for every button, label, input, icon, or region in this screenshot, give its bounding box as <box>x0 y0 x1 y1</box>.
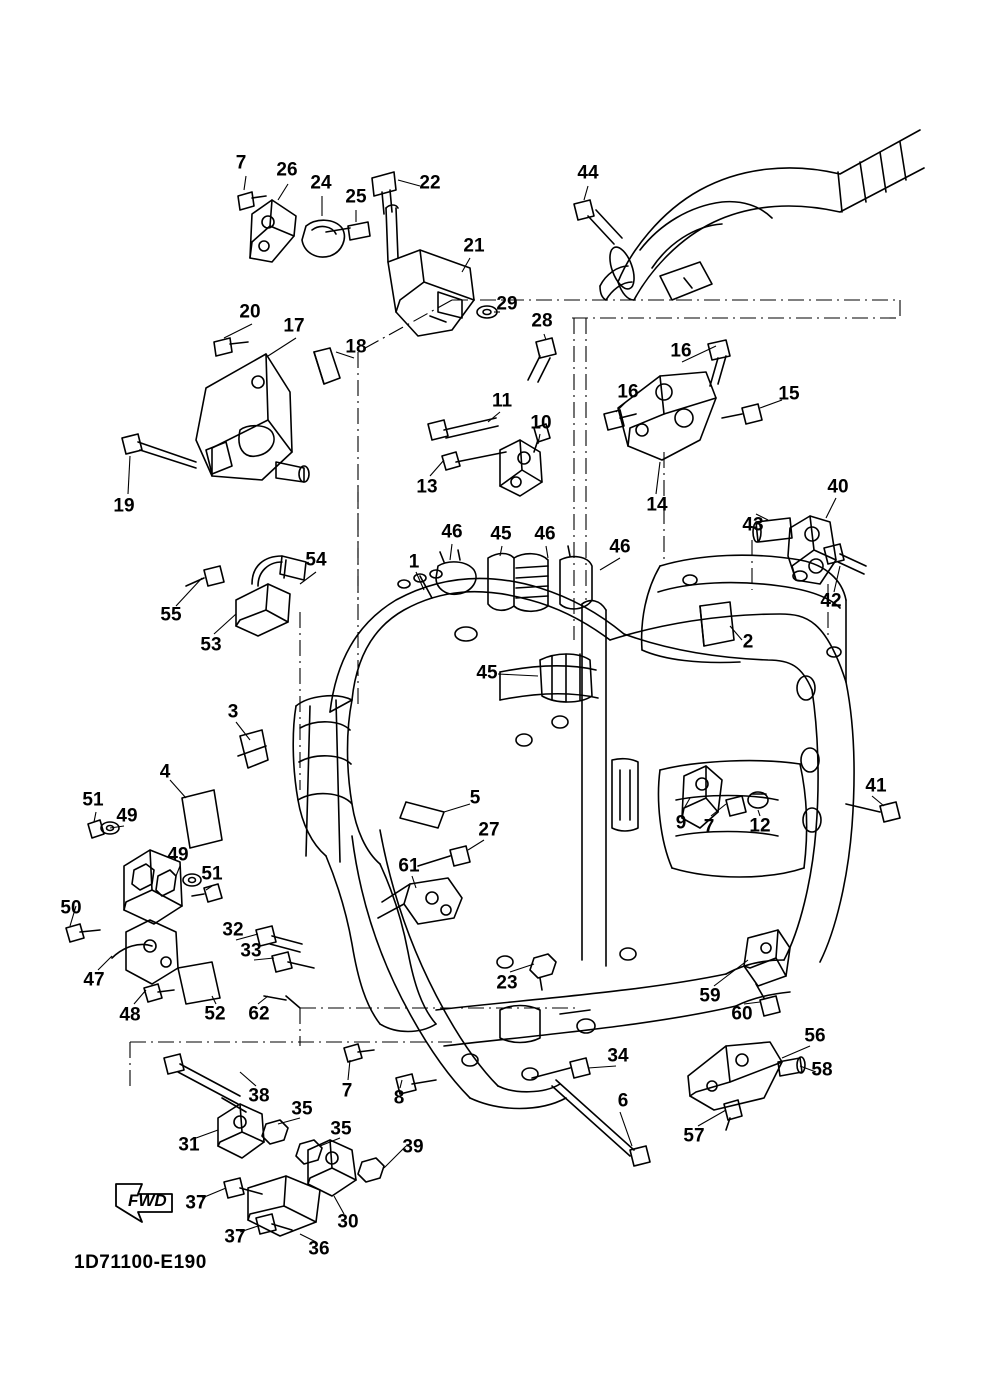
callout-number: 36 <box>308 1238 330 1260</box>
callout-number: 62 <box>248 1003 270 1025</box>
callout-number: 13 <box>416 476 438 498</box>
callout-number: 57 <box>683 1125 705 1147</box>
callout-number: 14 <box>646 494 668 516</box>
callout-number: 43 <box>742 514 764 536</box>
callout-number: 11 <box>491 390 513 412</box>
callout-number: 60 <box>731 1003 753 1025</box>
callout-number: 25 <box>345 186 367 208</box>
callout-number: 38 <box>248 1085 270 1107</box>
callout-number: 41 <box>865 775 887 797</box>
callout-number: 46 <box>534 523 556 545</box>
callout-number: 61 <box>398 855 420 877</box>
callout-number: 23 <box>496 972 518 994</box>
callout-number: 5 <box>469 787 481 809</box>
callout-number: 7 <box>703 816 715 838</box>
callout-number: 35 <box>291 1098 313 1120</box>
callout-number: 30 <box>337 1211 359 1233</box>
callout-number: 18 <box>345 336 367 358</box>
callout-number: 22 <box>419 172 441 194</box>
callout-number: 8 <box>393 1087 405 1109</box>
callout-number: 20 <box>239 301 261 323</box>
forward-direction-marker <box>112 1183 184 1217</box>
callout-number: 42 <box>820 590 842 612</box>
callout-number: 55 <box>160 604 182 626</box>
callout-number: 33 <box>240 940 262 962</box>
callout-number: 44 <box>577 162 599 184</box>
callout-number: 45 <box>476 662 498 684</box>
callout-number: 51 <box>82 789 104 811</box>
callout-number: 7 <box>235 152 247 174</box>
callout-number: 1 <box>408 551 420 573</box>
callout-number: 50 <box>60 897 82 919</box>
callout-number: 3 <box>227 701 239 723</box>
callout-number: 7 <box>341 1080 353 1102</box>
callout-number: 16 <box>670 340 692 362</box>
callout-number: 58 <box>811 1059 833 1081</box>
callout-number: 19 <box>113 495 135 517</box>
callout-number: 28 <box>531 310 553 332</box>
callout-number: 46 <box>441 521 463 543</box>
callout-number: 49 <box>116 805 138 827</box>
callout-number: 39 <box>402 1136 424 1158</box>
callout-number: 16 <box>617 381 639 403</box>
callout-number: 31 <box>178 1134 200 1156</box>
callout-number: 37 <box>185 1192 207 1214</box>
callout-number: 32 <box>222 919 244 941</box>
callout-number: 51 <box>201 863 223 885</box>
callout-number: 21 <box>463 235 485 257</box>
callout-number: 49 <box>167 844 189 866</box>
callout-number: 17 <box>283 315 305 337</box>
callout-number: 34 <box>607 1045 629 1067</box>
callout-number: 56 <box>804 1025 826 1047</box>
callout-number: 59 <box>699 985 721 1007</box>
callout-number: 52 <box>204 1003 226 1025</box>
callout-number: 40 <box>827 476 849 498</box>
callout-number: 9 <box>675 812 687 834</box>
callout-number: 37 <box>224 1226 246 1248</box>
fwd-label-text: FWD <box>128 1191 167 1210</box>
callout-number: 29 <box>496 293 518 315</box>
callout-number: 12 <box>749 815 771 837</box>
callout-number: 2 <box>742 631 754 653</box>
callout-number: 24 <box>310 172 332 194</box>
callout-number: 15 <box>778 383 800 405</box>
callout-number: 54 <box>305 549 327 571</box>
callout-number: 45 <box>490 523 512 545</box>
callout-number: 4 <box>159 761 171 783</box>
callout-number: 27 <box>478 819 500 841</box>
callout-number: 47 <box>83 969 105 991</box>
callout-number: 6 <box>617 1090 629 1112</box>
callout-number: 26 <box>276 159 298 181</box>
callout-number: 10 <box>530 412 552 434</box>
callout-number: 48 <box>119 1004 141 1026</box>
callout-number: 53 <box>200 634 222 656</box>
callout-number: 35 <box>330 1118 352 1140</box>
diagram-code-label: 1D71100-E190 <box>74 1252 207 1273</box>
callout-number: 46 <box>609 536 631 558</box>
